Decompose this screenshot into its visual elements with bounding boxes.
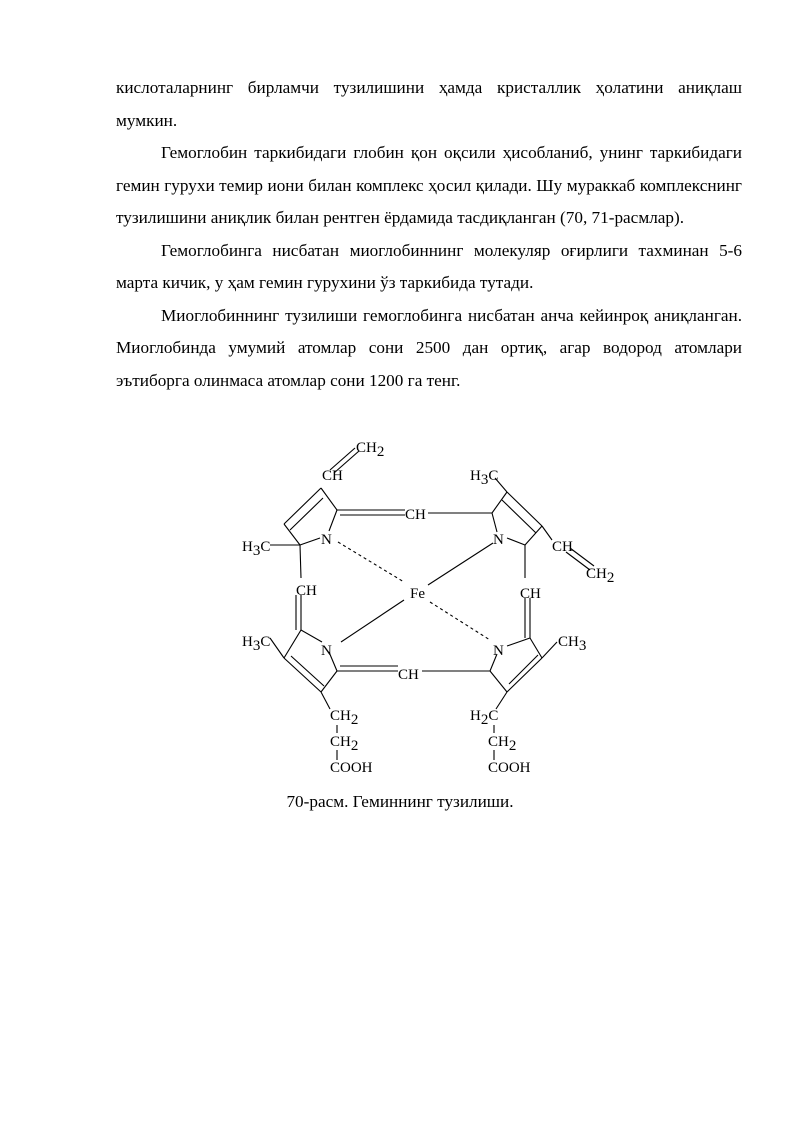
bonds bbox=[270, 448, 594, 760]
label-ch2-top: CH2 bbox=[356, 440, 385, 460]
label-meso-right: CH bbox=[520, 586, 541, 602]
heme-structure-diagram bbox=[0, 430, 800, 790]
label-ch2-chain-left-2: CH2 bbox=[330, 734, 359, 754]
label-meso-left: CH bbox=[296, 583, 317, 599]
label-h3c-left-bottom: H3C bbox=[242, 634, 271, 654]
label-meso-bottom: CH bbox=[398, 667, 419, 683]
label-n-top-right: N bbox=[493, 532, 504, 548]
paragraph-3: Гемоглобинга нисбатан миоглобиннинг молекуляр оғирлиги тахминан 5-6 марта кичик, у ҳам гемин гурухини ўз таркибида тутади. bbox=[116, 240, 742, 292]
label-ch2-chain-right: CH2 bbox=[488, 734, 517, 754]
label-n-bottom-left: N bbox=[321, 643, 332, 659]
heme-structure-figure bbox=[0, 430, 800, 790]
label-n-bottom-right: N bbox=[493, 643, 504, 659]
atom-labels bbox=[242, 440, 614, 776]
label-ch2-chain-left-1: CH2 bbox=[330, 708, 359, 728]
body-text bbox=[116, 72, 742, 397]
label-ch2-right: CH2 bbox=[586, 566, 615, 586]
label-meso-top: CH bbox=[405, 507, 426, 523]
label-h3c-top-right: H3C bbox=[470, 468, 499, 488]
label-h2c-chain-right: H2C bbox=[470, 708, 499, 728]
figure-caption: 70-расм. Геминнинг тузилиши. bbox=[286, 792, 514, 811]
label-ch-top: CH bbox=[322, 468, 343, 484]
label-cooh-right: COOH bbox=[488, 760, 531, 776]
label-h3c-left-top: H3C bbox=[242, 539, 271, 559]
label-fe: Fe bbox=[410, 586, 425, 602]
label-ch-right: CH bbox=[552, 539, 573, 555]
paragraph-4: Миоглобиннинг тузилиши гемоглобинга нисбатан анча кейинроқ аниқланган. Миоглобинда умумий атомлар сони 2500 дан ортиқ, агар водород атомлари эътиборга олинмаса атомлар сони 1200 га тенг. bbox=[116, 305, 742, 390]
label-n-top-left: N bbox=[321, 532, 332, 548]
paragraph-2: Гемоглобин таркибидаги глобин қон оқсили ҳисобланиб, унинг таркибидаги гемин гурухи темир иони билан комплекс ҳосил қилади. Шу мураккаб комплекснинг тузилишини аниқлик билан рентген ёрдамида тасдиқланган (70, 71-расмлар). bbox=[116, 143, 742, 227]
label-cooh-left: COOH bbox=[330, 760, 373, 776]
paragraph-1: кислоталарнинг бирламчи тузилишини ҳамда кристаллик ҳолатини аниқлаш мумкин. bbox=[116, 78, 742, 130]
label-ch3-right: CH3 bbox=[558, 634, 587, 654]
